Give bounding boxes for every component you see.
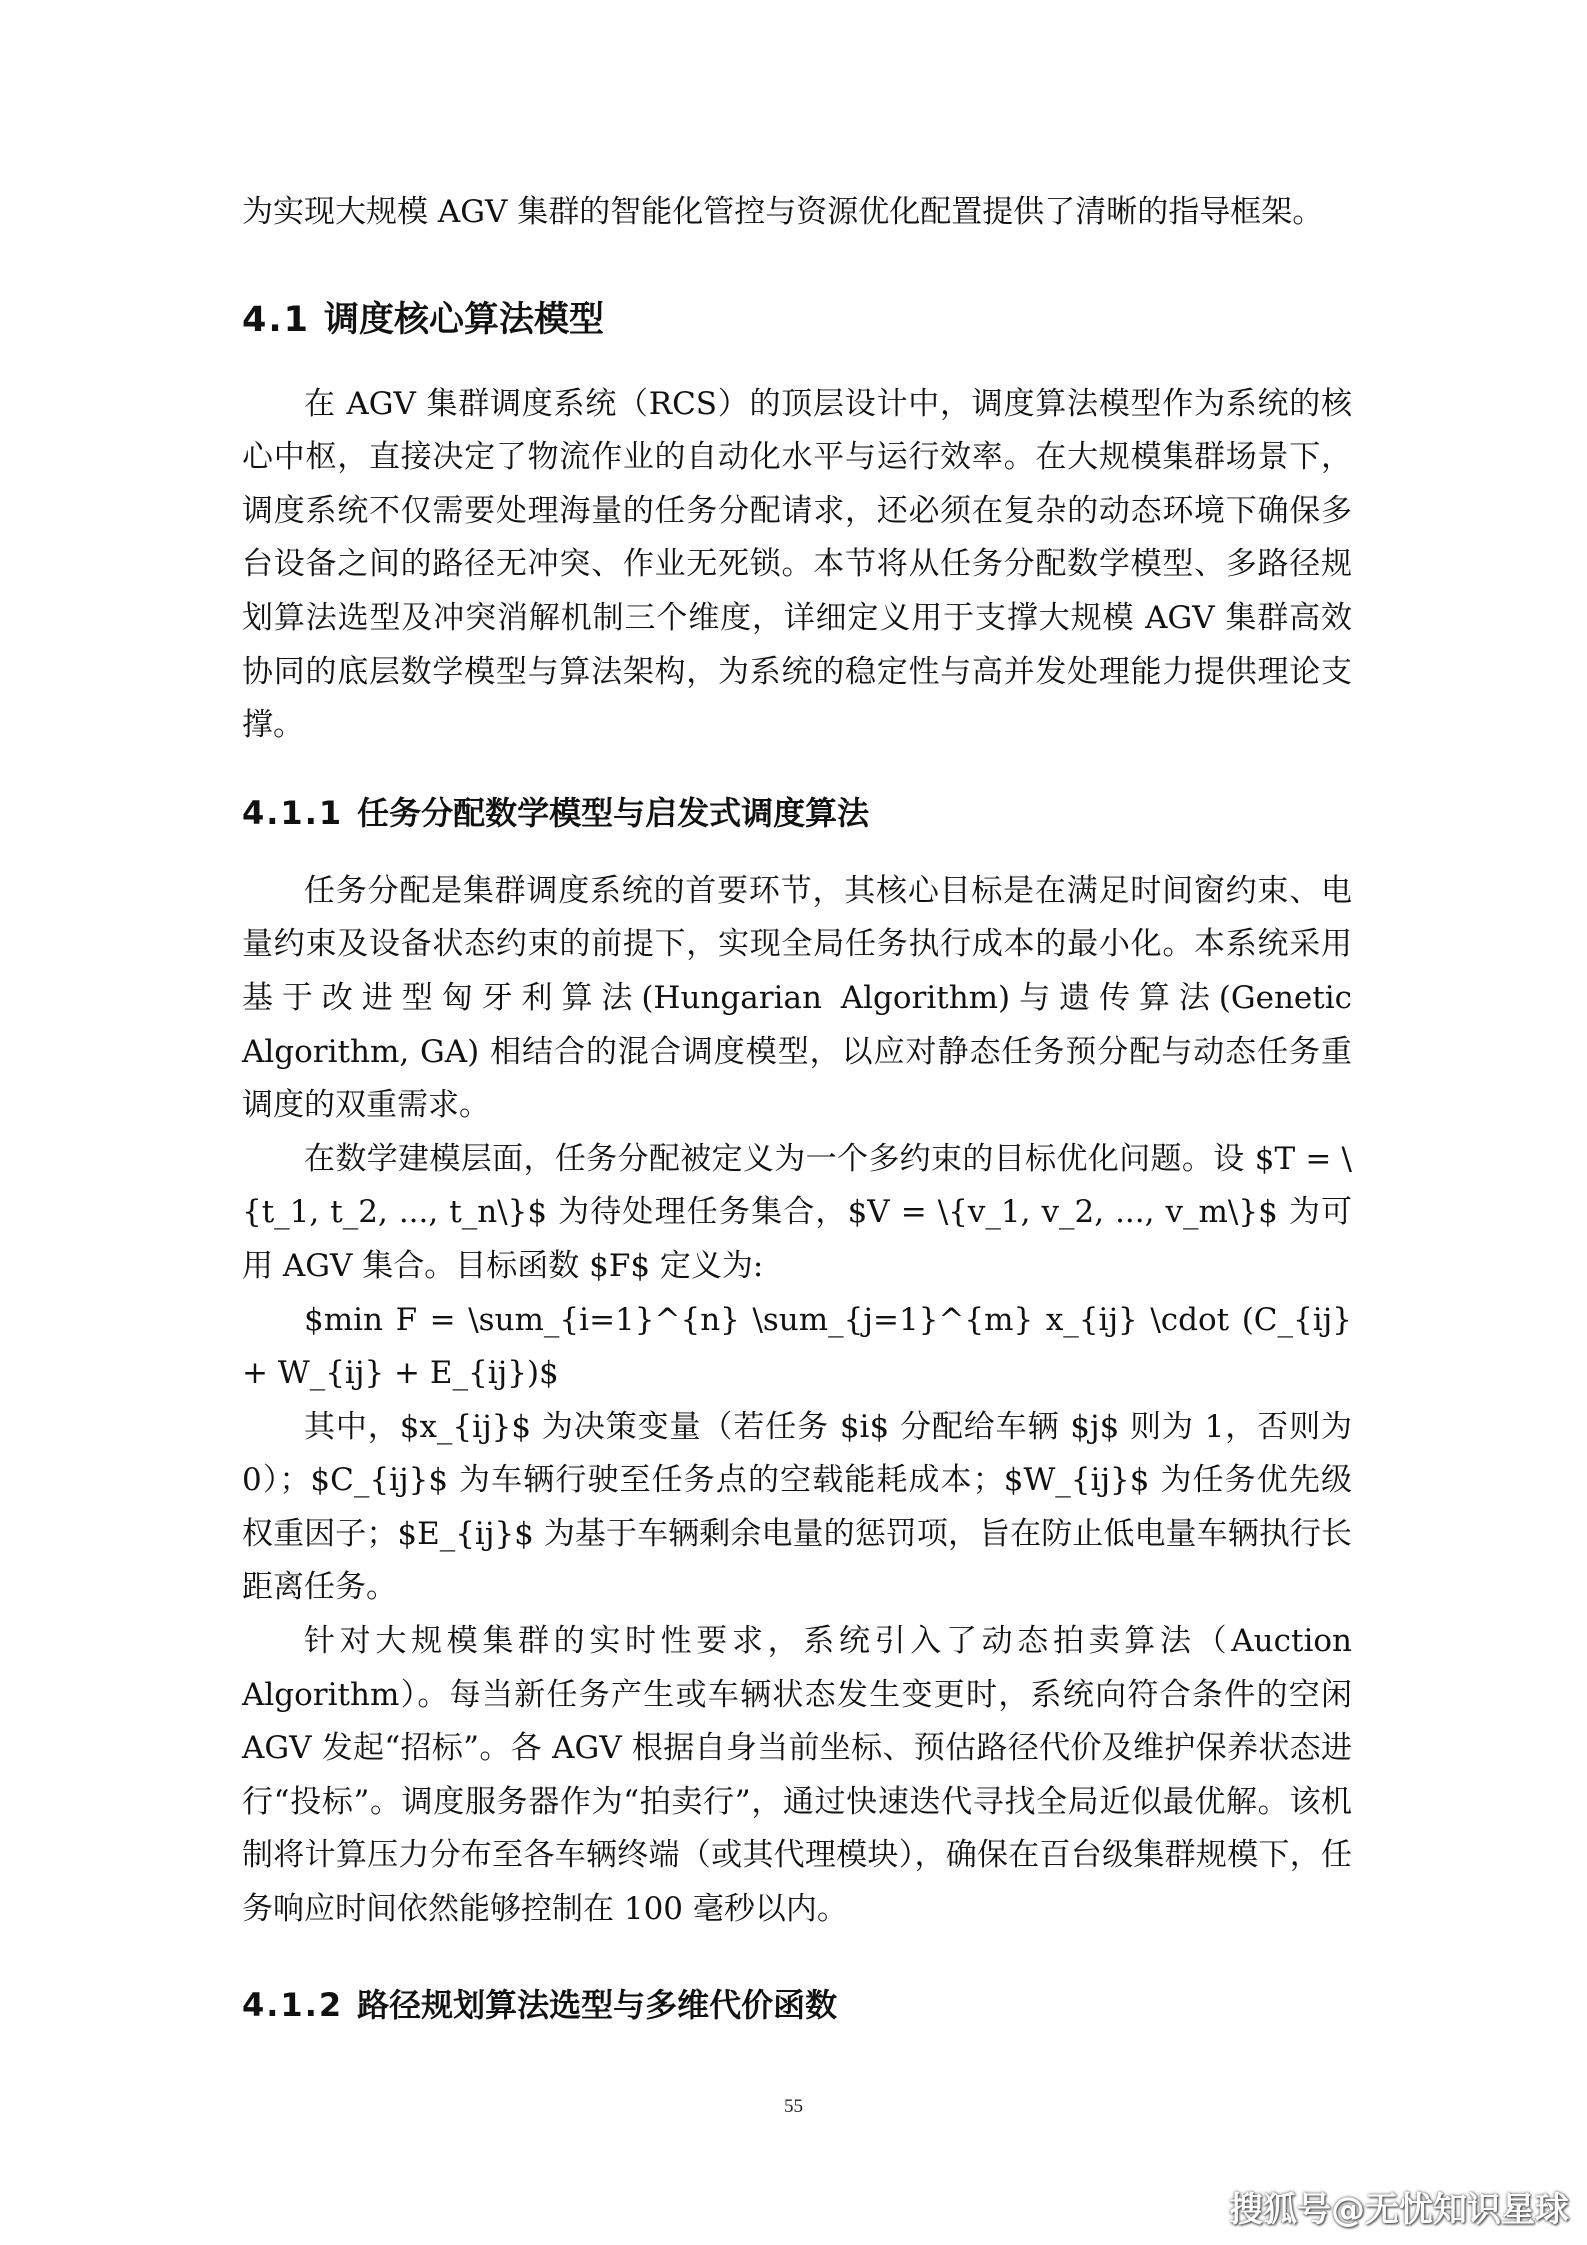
math-model-paragraph: 在数学建模层面，任务分配被定义为一个多约束的目标优化问题。设 $T = \{t_1, t_2, ..., t_n\}$ 为待处理任务集合，$V = \{v_1, v_2, ..., v_m\}$ 为可用 AGV 集合。目标函数 $F$ 定义为: [242, 1140, 1352, 1284]
section-4-1-1-title: 任务分配数学模型与启发式调度算法 [357, 793, 870, 832]
auction-algorithm-paragraph: 针对大规模集群的实时性要求，系统引入了动态拍卖算法（Auction Algorithm）。每当新任务产生或车辆状态发生变更时，系统向符合条件的空闲 AGV 发起“招标”。各 AGV 根据自身当前坐标、预估路径代价及维护保养状态进行“投标”。调度服务器作为“拍卖行”，通过快速迭代寻找全局近似最优解。该机制将计算压力分布至各车辆终端（或其代理模块），确保在百台级集群规模下，任务响应时间依然能够控制在 100 毫秒以内。 [242, 1623, 1352, 1928]
section-4-1-2-heading [242, 1977, 1352, 2033]
page-number: 55 [784, 2096, 803, 2117]
variable-definition-paragraph: 其中，$x_{ij}$ 为决策变量（若任务 $i$ 分配给车辆 $j$ 则为 1，否则为 0）；$C_{ij}$ 为车辆行驶至任务点的空载能耗成本；$W_{ij}$ 为任务优先级权重因子；$E_{ij}$ 为基于车辆剩余电量的惩罚项，旨在防止低电量车辆执行长距离任务。 [242, 1408, 1352, 1606]
watermark-text: 搜狐号@无忧知识星球 [1229, 2190, 1569, 2230]
section-4-1-paragraph: 在 AGV 集群调度系统（RCS）的顶层设计中，调度算法模型作为系统的核心中枢，直接决定了物流作业的自动化水平与运行效率。在大规模集群场景下，调度系统不仅需要处理海量的任务分配请求，还必须在复杂的动态环境下确保多台设备之间的路径无冲突、作业无死锁。本节将从任务分配数学模型、多路径规划算法选型及冲突消解机制三个维度，详细定义用于支撑大规模 AGV 集群高效协同的底层数学模型与算法架构，为系统的稳定性与高并发处理能力提供理论支撑。 [242, 385, 1352, 744]
section-4-1-2-title: 路径规划算法选型与多维代价函数 [357, 1985, 838, 2024]
section-4-1-1-heading [242, 785, 1352, 841]
document-page [242, 186, 1352, 2033]
section-4-1-1-number: 4.1.1 [242, 793, 344, 832]
task-allocation-paragraph: 任务分配是集群调度系统的首要环节，其核心目标是在满足时间窗约束、电量约束及设备状态约束的前提下，实现全局任务执行成本的最小化。本系统采用基于改进型匈牙利算法(Hungarian Algorithm)与遗传算法(Genetic Algorithm, GA) 相结合的混合调度模型，以应对静态任务预分配与动态任务重调度的双重需求。 [242, 872, 1352, 1124]
objective-function-formula: $min F = \sum_{i=1}^{n} \sum_{j=1}^{m} x_{ij} \cdot (C_{ij} + W_{ij} + E_{ij})$ [242, 1301, 1352, 1392]
section-4-1-heading [242, 290, 1352, 350]
intro-continuation-paragraph: 为实现大规模 AGV 集群的智能化管控与资源优化配置提供了清晰的指导框架。 [242, 194, 1324, 230]
section-4-1-2-number: 4.1.2 [242, 1985, 344, 2024]
section-4-1-title: 调度核心算法模型 [324, 299, 605, 340]
section-4-1-number: 4.1 [242, 299, 311, 340]
